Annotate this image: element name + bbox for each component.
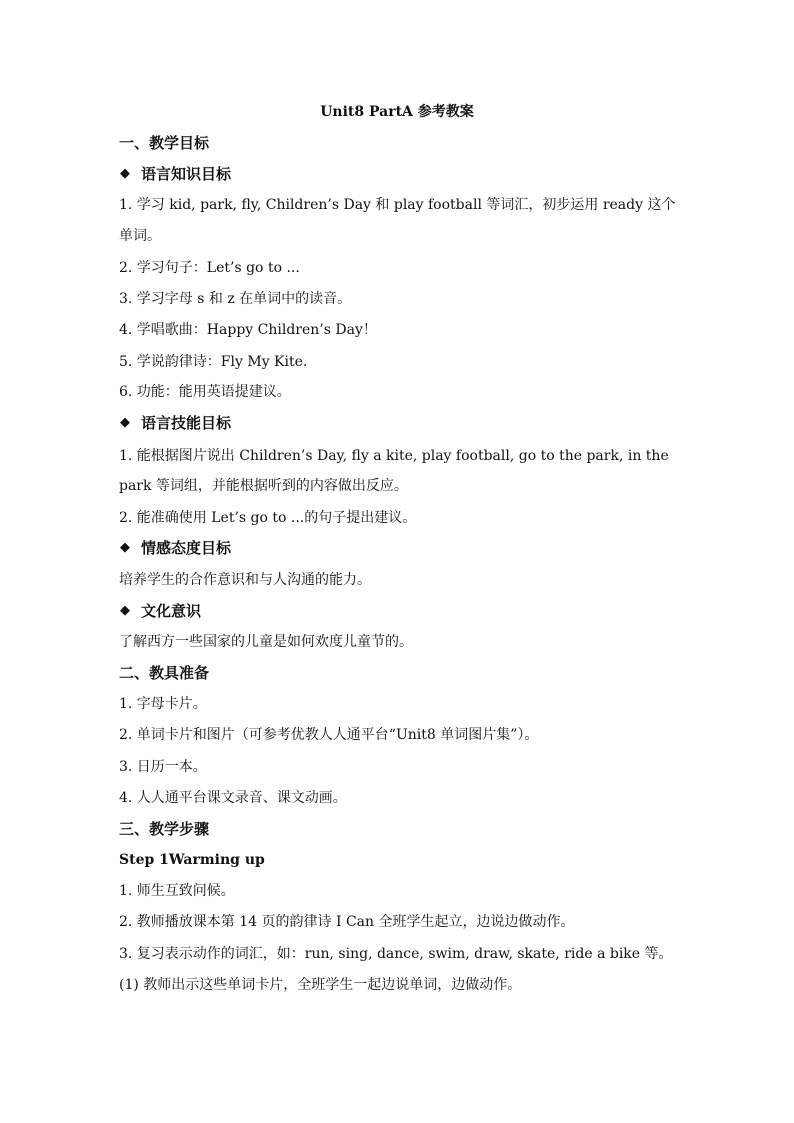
subheading-language-skills xyxy=(119,408,679,438)
knowledge-item-1: 1. 学习 kid, park, fly, Children’s Day 和 play football 等词汇，初步运用 ready 这个 xyxy=(119,197,676,213)
step-item-2: 2. 教师播放课本第 14 页的韵律诗 I Can 全班学生起立，边说边做动作。 xyxy=(119,914,575,930)
step-subitem-1: (1) 教师出示这些单词卡片，全班学生一起边说单词，边做动作。 xyxy=(119,977,522,993)
subheading-emotion-attitude xyxy=(119,533,679,563)
diamond-icon: ◆ xyxy=(120,166,130,181)
section-heading-teaching-steps: 三、教学步骤 xyxy=(119,820,210,838)
knowledge-item-2: 2. 学习句子：Let’s go to ... xyxy=(119,260,300,276)
step-item-1: 1. 师生互致问候。 xyxy=(119,883,235,899)
subheading-language-knowledge xyxy=(119,159,679,189)
knowledge-item-4: 4. 学唱歌曲：Happy Children’s Day！ xyxy=(119,322,377,338)
subheading-label: 文化意识 xyxy=(141,602,202,620)
teaching-aid-item-4: 4. 人人通平台课文录音、课文动画。 xyxy=(119,790,347,806)
knowledge-item-1-continuation: 单词。 xyxy=(119,228,161,244)
cultural-awareness-text: 了解西方一些国家的儿童是如何欢度儿童节的。 xyxy=(119,634,413,650)
knowledge-item-6: 6. 功能：能用英语提建议。 xyxy=(119,384,291,400)
diamond-icon: ◆ xyxy=(120,540,130,555)
teaching-aid-item-3: 3. 日历一本。 xyxy=(119,759,207,775)
skill-item-1-continuation: park 等词组，并能根据听到的内容做出反应。 xyxy=(119,478,408,494)
emotion-objective-text: 培养学生的合作意识和与人沟通的能力。 xyxy=(119,572,371,588)
subheading-label: 语言知识目标 xyxy=(141,165,232,183)
teaching-aid-item-1: 1. 字母卡片。 xyxy=(119,696,207,712)
subheading-label: 情感态度目标 xyxy=(141,539,232,557)
skill-item-2: 2. 能准确使用 Let’s go to ...的句子提出建议。 xyxy=(119,510,417,526)
subheading-cultural-awareness xyxy=(119,596,679,626)
step-heading-warming-up: Step 1Warming up xyxy=(119,852,265,868)
skill-item-1: 1. 能根据图片说出 Children’s Day, fly a kite, play football, go to the park, in the xyxy=(119,448,669,464)
step-item-3: 3. 复习表示动作的词汇，如：run, sing, dance, swim, draw, skate, ride a bike 等。 xyxy=(119,946,673,962)
section-heading-teaching-aids: 二、教具准备 xyxy=(119,664,210,682)
knowledge-item-3: 3. 学习字母 s 和 z 在单词中的读音。 xyxy=(119,291,352,307)
diamond-icon: ◆ xyxy=(120,603,130,618)
subheading-label: 语言技能目标 xyxy=(141,414,232,432)
teaching-aid-item-2: 2. 单词卡片和图片（可参考优教人人通平台“Unit8 单词图片集”）。 xyxy=(119,727,539,743)
diamond-icon: ◆ xyxy=(120,415,130,430)
knowledge-item-5: 5. 学说韵律诗：Fly My Kite. xyxy=(119,354,308,370)
page-title: Unit8 PartA 参考教案 xyxy=(320,104,474,120)
section-heading-teaching-objectives: 一、教学目标 xyxy=(119,134,210,152)
